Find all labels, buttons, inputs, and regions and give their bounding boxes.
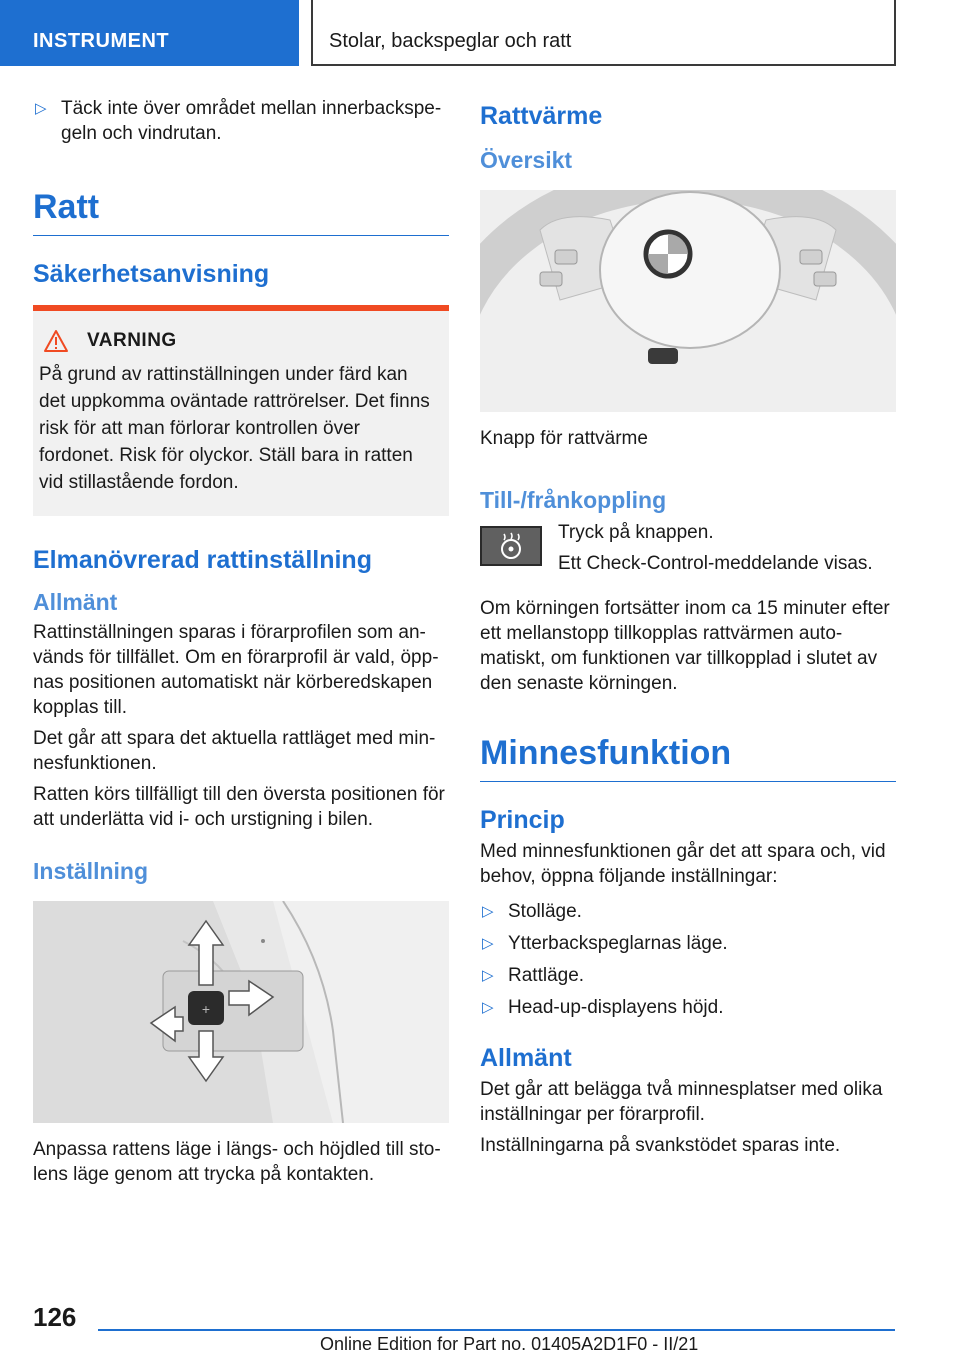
steering-wheel-illustration [480, 190, 896, 412]
chapter-title: Stolar, backspeglar och ratt [329, 30, 572, 52]
general-paragraph-2: Det går att spara det aktuella rattläget med minnesfunktionen. [33, 728, 436, 774]
warning-header [39, 329, 437, 353]
overview-caption: Knapp för rattvärme [480, 428, 648, 449]
section-tab [0, 0, 299, 66]
memory-general-paragraph-2: Inställningarna på svankstödet sparas inte. [480, 1135, 841, 1156]
footer-edition: Online Edition for Part no. 01405A2D1F0 - II/21 [320, 1334, 699, 1354]
general-paragraph-1: Rattinställningen sparas i förarprofilen som används för tillfället. Om en förarprofil är vald, öppnas positionen automatiskt när körberedskapen kopplas till. [33, 622, 439, 718]
warning-text: På grund av rattinställningen under färd kan det uppkomma oväntade rattrörelser. Det finns risk för att man förlorar kontrollen över fordonet. Risk för olyckor. Ställ bara in ratten vid stillastående fordon. [39, 364, 430, 493]
on-off-step-2: Ett Check-Control-meddelande visas. [558, 553, 873, 574]
triangle-right-icon: ▷ [482, 903, 494, 920]
on-off-instructions [480, 520, 896, 582]
on-off-paragraph: Om körningen fortsätter inom ca 15 minuter efter ett mellanstopp tillkopplas rattvärmen automatiskt, om funktionen var tillkopplad i slutet av den senaste körningen. [480, 598, 890, 694]
list-item: ▷ Head-up-displayens höjd. [482, 997, 724, 1018]
triangle-right-icon: ▷ [35, 100, 47, 117]
warning-title: VARNING [87, 330, 177, 351]
heading-general: Allmänt [33, 589, 118, 615]
heading-setting: Inställning [33, 858, 148, 884]
triangle-right-icon: ▷ [482, 999, 494, 1016]
heading-memory-general: Allmänt [480, 1044, 572, 1072]
chapter-tab [311, 0, 896, 66]
heading-principle: Princip [480, 806, 565, 834]
memory-general-paragraph-1: Det går att belägga två minnesplatser med olika inställningar per förarprofil. [480, 1079, 883, 1125]
heading-steering-heating: Rattvärme [480, 102, 603, 130]
right-column [480, 102, 896, 1164]
heading-electric-adjustment: Elmanövrerad rattinställning [33, 546, 372, 574]
on-off-step-1: Tryck på knappen. [558, 522, 714, 543]
warning-box [33, 305, 449, 516]
page-header [0, 0, 960, 66]
footer-divider [98, 1329, 895, 1331]
intro-bullet: ▷ Täck inte över området mellan innerbackspegeln och vindrutan. [35, 98, 442, 144]
steering-wheel-heating-icon [480, 526, 542, 566]
heading-overview: Översikt [480, 147, 573, 173]
warning-triangle-icon [43, 329, 69, 353]
setting-caption: Anpassa rattens läge i längs- och höjdled till stolens läge genom att trycka på kontakten. [33, 1139, 441, 1185]
list-item: ▷ Ytterbackspeglarnas läge. [482, 933, 728, 954]
section-title: INSTRUMENT [33, 30, 170, 52]
svg-text:+: + [201, 1001, 211, 1017]
general-paragraph-3: Ratten körs tillfälligt till den översta positionen för att underlätta vid i- och urstigning i bilen. [33, 784, 445, 830]
heading-on-off: Till-/frånkoppling [480, 487, 667, 513]
heading-safety: Säkerhetsanvisning [33, 260, 270, 288]
left-column [33, 96, 449, 1187]
principle-paragraph: Med minnesfunktionen går det att spara och, vid behov, öppna följande inställningar: [480, 841, 886, 887]
list-item: ▷ Stolläge. [482, 901, 582, 922]
triangle-right-icon: ▷ [482, 935, 494, 952]
steering-adjust-illustration [33, 901, 449, 1123]
steering-column-switch-image [33, 901, 449, 1123]
steering-wheel-image [480, 190, 896, 412]
heading-steering-wheel: Ratt [33, 188, 449, 236]
page-number: 126 [33, 1302, 77, 1332]
list-item: ▷ Rattläge. [482, 965, 585, 986]
triangle-right-icon: ▷ [482, 967, 494, 984]
heading-memory-function: Minnesfunktion [480, 734, 896, 782]
